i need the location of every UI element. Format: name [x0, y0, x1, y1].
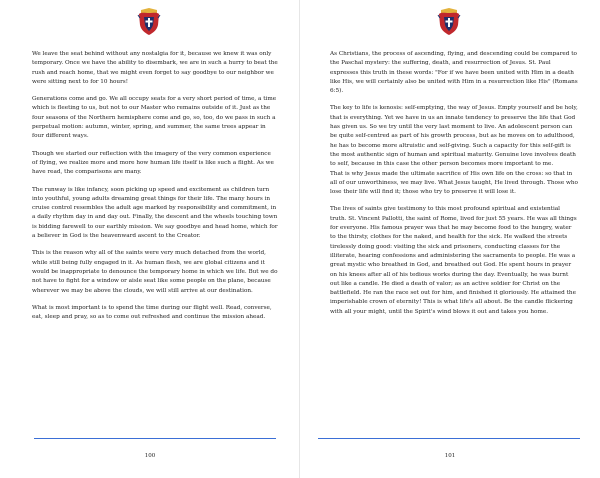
coat-of-arms-icon: [137, 8, 161, 36]
paragraph: The lives of saints give testimony to this most profound spiritual and existential truth. St. Vincent Pallotti, the saint of Rome, lived for just 55 years. He was all things for everyone. His famous prayer was that he may become food to the hungry, water to the thirsty, clothes for the naked, and health for the sick. He walked the streets tirelessly doing good: visiting the sick and prisoners, conducting classes for the illiterate, hearing confessions and administering the sacraments to people. He was a great mystic who breathed in God, and breathed out God. He spent hours in prayer on his knees after all of his tedious works during the day. Eventually, he was burnt out like a candle. He died a death of valor; as an active soldier for Christ on the battlefield. He ran the race set out for him, and finished it gloriously. He attained the imperishable crown of eternity! This is what life's all about. Be the candle flickering with all your might, until the Spirit's wind blows it out and takes you home.: [330, 206, 577, 315]
paragraph: The key to life is kenosis: self-emptying, the way of Jesus. Empty yourself and be holy, that is everything. Yet we have in us an innate tendency to preserve the life that God has given us. So we try until the very last moment to live. An adolescent person can be quite self-centred as part of his growth process, but as he moves on to adulthood, he has to become more altruistic and self-giving. Such a capacity for this self-gift is the most authentic sign of human and spiritual maturity. Genuine love involves death to self, because in this case the other person becomes more important to me.: [330, 105, 578, 168]
coat-of-arms-icon: [437, 8, 461, 36]
footer-rule: [318, 438, 580, 439]
paragraph: That is why Jesus made the ultimate sacrifice of His own life on the cross: so that in all of our unworthiness, we may live. What Jesus taught, He lived through. Those who lose their life will find it; those who try to preserve it will lose it.: [330, 170, 578, 196]
paragraph: As Christians, the process of ascending, flying, and descending could be compared to the Paschal mystery: the suffering, death, and resurrection of Jesus. St. Paul expresses this truth in these words: "For if we have been united with Him in a death like His, we will certainly also be united with Him in a resurrection like His" (Romans 6:5).: [330, 51, 578, 95]
paragraph: The runway is like infancy, soon picking up speed and excitement as children turn into youthful, young adults dreaming great things for their life. The many hours in cruise control resembles the adult age marked by responsibility and commitment, in a daily rhythm day in and day out. Finally, the descent and the wheels touching town is bidding farewell to our earthly mission. We say goodbye and head home, which for a believer in God is the heavenward ascent to the Creator.: [32, 186, 278, 240]
right-page: [300, 0, 600, 478]
page-number: 101: [444, 453, 456, 459]
left-page-text: [32, 50, 278, 330]
paragraph: Though we started our reflection with the imagery of the very common experience of flying, we realize more and more how human life itself is like such a flight. As we have read, the comparisons are many.: [32, 150, 274, 176]
footer-rule: [34, 438, 276, 439]
page-number: 100: [144, 453, 156, 459]
paragraph: Generations come and go. We all occupy seats for a very short period of time, a time which is fleeting to us, but not to our Master who remains outside of it. Just as the four seasons of the Northern hemisphere come and go, so, too, do we pass in such a perpetual motion: autumn, winter, spring, and summer, the same trees appear in four different ways.: [32, 96, 277, 140]
paragraph: What is most important is to spend the time during our flight well. Read, converse, eat, sleep and pray, so as to come out refreshed and continue the mission ahead.: [32, 304, 272, 321]
paragraph: We leave the seat behind without any nostalgia for it, because we knew it was only temporary. Once we have the ability to disembark, we are in such a hurry to beat the rush and reach home, that we might even forget to say goodbye to our neighbor we were sitting next to for 10 hours!: [32, 51, 278, 85]
right-page-text: [330, 50, 578, 325]
paragraph: This is the reason why all of the saints were very much detached from the world, while still being fully engaged in it. As human flesh, we are global citizens and it would be inappropriate to denounce the temporary home in which we life. But we do not have to fight for a window or aisle seat like some people on the plane, because wherever we may be above the clouds, we will still arrive at our destination.: [32, 250, 278, 294]
